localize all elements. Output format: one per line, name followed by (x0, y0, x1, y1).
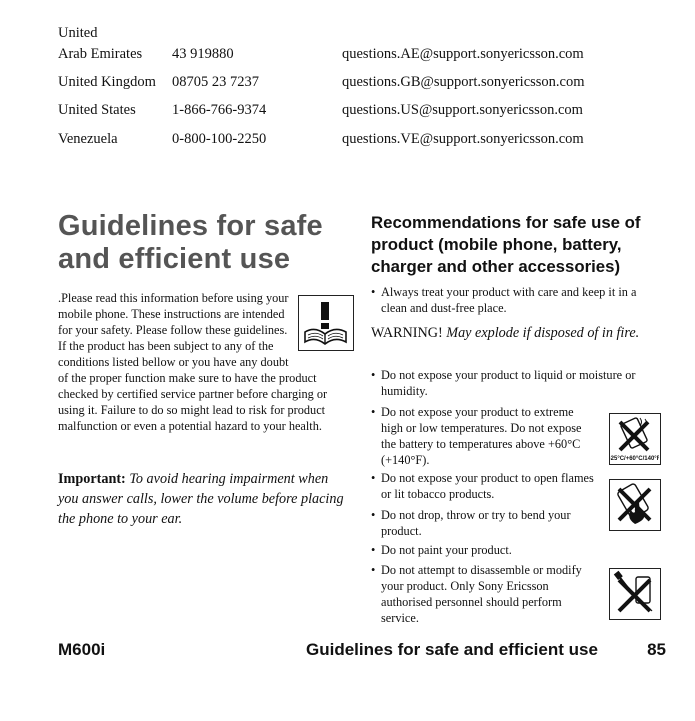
no-fire-icon (609, 479, 661, 531)
contact-phone: 0-800-100-2250 (172, 131, 267, 147)
bullet-dot: • (371, 368, 376, 382)
page-title-line2: and efficient use (58, 243, 291, 275)
contact-country: Venezuela (58, 131, 118, 147)
contact-phone: 43 919880 (172, 46, 234, 62)
contact-phone: 1-866-766-9374 (172, 102, 267, 118)
intro-text: .Please read this information before using your mobile phone. These instructions are intended for your safety. Please follow these guidelines. If the product has been subject to any of the conditions listed bellow or you have any doubt of the proper function make sure to have the product checked by certified service partner before charging or using it. Failure to do so might lead to risk for product malfunction or even a potential hazard to your health. (58, 291, 328, 433)
no-temperature-icon (609, 413, 661, 465)
list-item-text: Do not expose your product to open flames or lit tobacco products. (381, 471, 594, 501)
important-note (58, 469, 348, 529)
list-item-text: Always treat your product with care and keep it in a clean and dust-free place. (381, 285, 637, 315)
list-item-text: Do not drop, throw or try to bend your product. (381, 508, 571, 538)
recommendations-heading: Recommendations for safe use of product (mobile phone, battery, charger and other accessories) (371, 213, 641, 276)
footer-section-title: Guidelines for safe and efficient use (306, 640, 598, 659)
contact-country: United States (58, 102, 136, 118)
page-title (58, 210, 358, 276)
important-text: To avoid hearing impairment when you answer calls, lower the volume before placing the phone to your ear. (58, 471, 344, 527)
contact-email: questions.US@support.sonyericsson.com (342, 102, 583, 118)
warning-text: May explode if disposed of in fire. (446, 325, 640, 341)
bullet-dot: • (371, 543, 376, 557)
temperature-icon-label: -25°C/+60°C/140°F (610, 456, 659, 462)
page-number: 85 (647, 640, 666, 659)
contact-email: questions.GB@support.sonyericsson.com (342, 74, 585, 90)
intro-section (58, 290, 354, 434)
contact-country-line1: United (58, 25, 98, 41)
contact-country: United Kingdom (58, 74, 156, 90)
list-item-text: Do not attempt to disassemble or modify your product. Only Sony Ericsson authorised personnel should perform service. (381, 563, 582, 625)
important-label: Important: (58, 471, 126, 487)
bullet-dot: • (371, 285, 376, 299)
list-item-text: Do not expose your product to liquid or moisture or humidity. (381, 368, 636, 398)
bullet-dot: • (371, 508, 376, 522)
bullet-dot: • (371, 405, 376, 419)
warning-note (371, 323, 661, 343)
list-item-text: Do not paint your product. (381, 543, 512, 557)
contact-email: questions.VE@support.sonyericsson.com (342, 131, 584, 147)
contact-phone: 08705 23 7237 (172, 74, 259, 90)
footer-model: M600i (58, 640, 106, 659)
no-disassemble-icon (609, 568, 661, 620)
book-exclamation-icon (298, 295, 354, 351)
warning-label: WARNING! (371, 325, 443, 341)
contact-email: questions.AE@support.sonyericsson.com (342, 46, 584, 62)
page-footer (58, 640, 666, 662)
list-item-text: Do not expose your product to extreme high or low temperatures. Do not expose the battery to temperatures above +60°C (+140°F). (381, 405, 582, 467)
contact-country: Arab Emirates (58, 46, 143, 62)
bullet-dot: • (371, 563, 376, 577)
page-title-line1: Guidelines for safe (58, 210, 323, 242)
bullet-dot: • (371, 471, 376, 485)
